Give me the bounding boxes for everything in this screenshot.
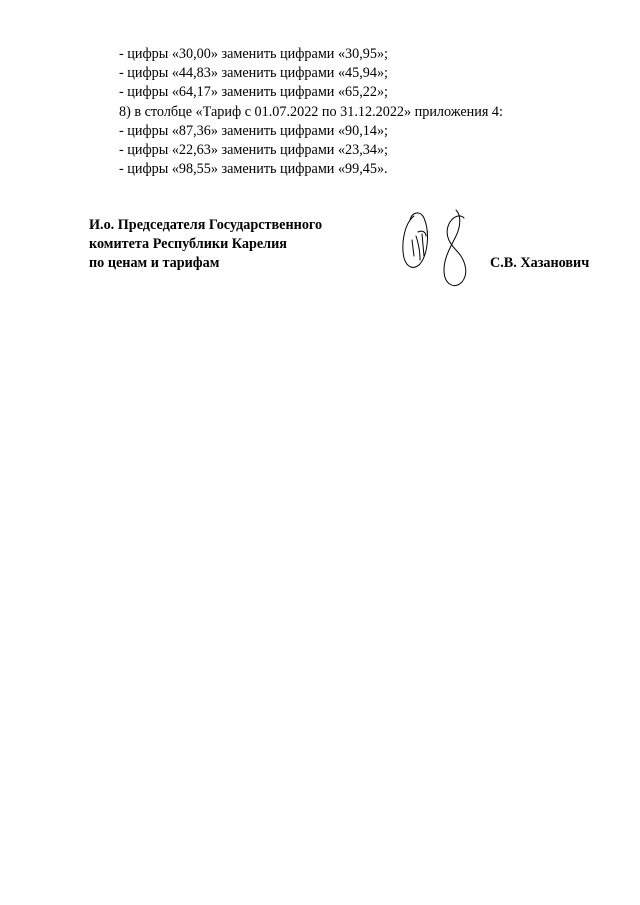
document-body [119, 45, 503, 179]
document-line: - цифры «44,83» заменить цифрами «45,94»; [119, 65, 388, 82]
signatory-position-line: И.о. Председателя Государственного [89, 217, 323, 233]
signatory-position-line: по ценам и тарифам [89, 255, 220, 272]
handwritten-signature-icon [398, 206, 490, 294]
document-line: - цифры «30,00» заменить цифрами «30,95»; [119, 46, 388, 62]
document-line: - цифры «87,36» заменить цифрами «90,14»; [119, 122, 388, 139]
document-line: - цифры «64,17» заменить цифрами «65,22»; [119, 84, 388, 101]
document-line: 8) в столбце «Тариф с 01.07.2022 по 31.12.2022» приложения 4: [119, 103, 503, 120]
signatory-position [89, 216, 322, 274]
signatory-position-line: комитета Республики Карелия [89, 236, 287, 253]
document-line: - цифры «98,55» заменить цифрами «99,45». [119, 161, 388, 178]
document-line: - цифры «22,63» заменить цифрами «23,34»; [119, 142, 388, 159]
signatory-name: С.В. Хазанович [490, 255, 590, 271]
